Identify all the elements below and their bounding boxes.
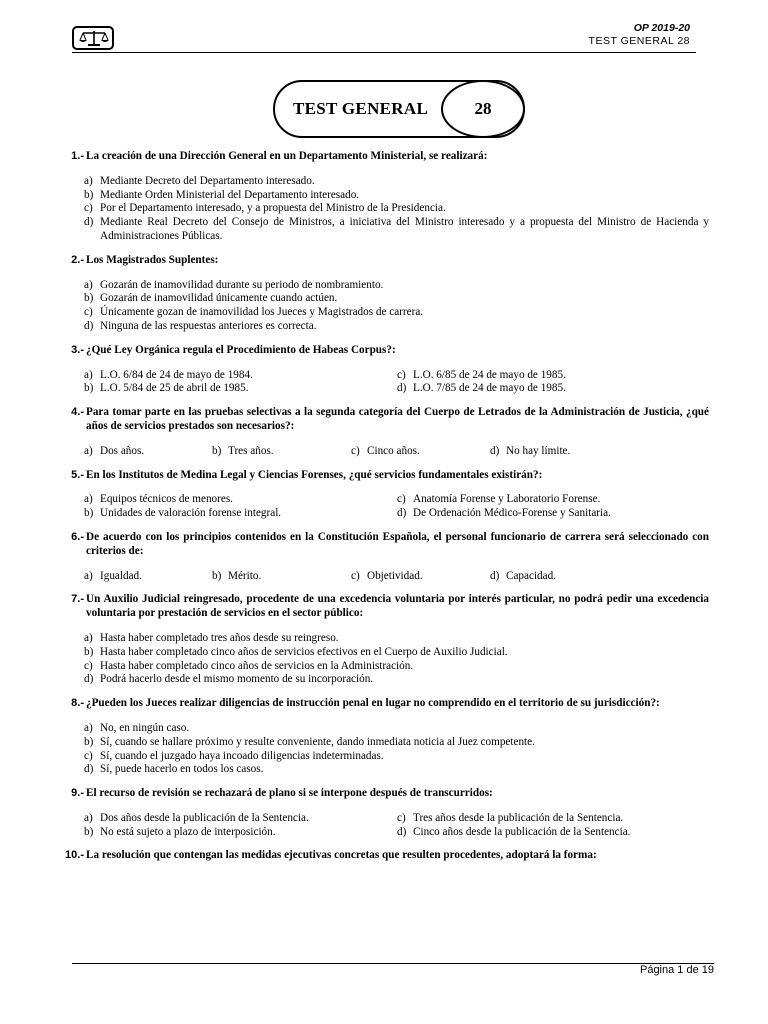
question-number: 2.- [71,253,84,266]
question-number: 5.- [71,468,84,481]
question-text: Los Magistrados Suplentes: [86,253,219,266]
question-text: Para tomar parte en las pruebas selectivas a la segunda categoría del Cuerpo de Letrados de la Administración de Justicia, ¿qué años de servicios prestados son necesarios?: [86,406,709,432]
option-a: a) Gozarán de inamovilidad durante su periodo de nombramiento. [84,278,384,291]
option-b: b) Mérito. [212,569,262,582]
option-b: b) Hasta haber completado cinco años de servicios efectivos en el Cuerpo de Auxilio Judicial. [84,645,508,658]
question-text: Un Auxilio Judicial reingresado, procedente de una excedencia voluntaria por interés particular, no podrá pedir una excedencia voluntaria por prestación de servicios en el sector público: [86,593,709,620]
option-a: a) No, en ningún caso. [84,721,190,734]
option-b: b) Sí, cuando se hallare próximo y resulte conveniente, dando inmediata noticia al Juez competente. [84,735,535,748]
question-text: La resolución que contengan las medidas ejecutivas concretas que resulten procedentes, adoptará la forma: [86,849,597,862]
header-test: TEST GENERAL 28 [588,35,690,47]
option-d: d) Cinco años desde la publicación de la Sentencia. [397,825,631,838]
option-c: c) Sí, cuando el juzgado haya incoado diligencias indeterminadas. [84,749,384,762]
page-number: Página 1 de 19 [639,964,714,976]
question-number: 8.- [71,697,84,710]
option-b: b) No está sujeto a plazo de interposición. [84,825,276,838]
option-c: c) Cinco años. [351,444,420,457]
option-d: d) Sí, puede hacerlo en todos los casos. [84,763,264,776]
footer-rule [72,963,714,964]
question-number: 10.- [65,849,84,862]
option-c: c) L.O. 6/85 de 24 de mayo de 1985. [397,368,566,381]
question-number: 6.- [71,530,84,543]
option-b: b) Gozarán de inamovilidad únicamente cuando actúen. [84,292,338,305]
option-c: c) Anatomía Forense y Laboratorio Forense. [397,493,601,506]
title-label: TEST GENERAL [293,99,429,118]
option-a: a) Igualdad. [84,569,142,582]
title-number: 28 [441,80,525,138]
question-text: El recurso de revisión se rechazará de plano si se interpone después de transcurridos: [86,787,493,800]
question-number: 3.- [71,343,84,356]
question-text: En los Institutos de Medina Legal y Ciencias Forenses, ¿qué servicios fundamentales existirán?: [86,468,543,481]
option-a: a) L.O. 6/84 de 24 de mayo de 1984. [84,368,253,381]
question-10 [62,849,709,863]
option-d: d) De Ordenación Médico-Forense y Sanitaria. [397,507,611,520]
question-3 [62,344,709,396]
option-d: d) Capacidad. [490,569,557,582]
document-header [589,22,690,48]
option-d: d) No hay límite. [490,444,571,457]
question-text: ¿Pueden los Jueces realizar diligencias de instrucción penal en lugar no comprendido en el territorio de su jurisdicción?: [86,697,660,710]
scales-of-justice-icon [72,26,114,50]
question-9 [62,787,709,839]
question-list [62,150,709,873]
option-a: a) Dos años. [84,444,145,457]
option-d: d) Mediante Real Decreto del Consejo de Ministros, a iniciativa del Ministro interesado y a propuesta del Ministro de Hacienda y Administraciones Públicas. [84,216,709,242]
option-c: c) Objetividad. [351,569,423,582]
question-1 [62,150,709,244]
option-b: b) Unidades de valoración forense integral. [84,507,282,520]
question-number: 9.- [71,787,84,800]
question-text: De acuerdo con los principios contenidos en la Constitución Española, el personal funcionario de carrera será seleccionado con criterios de: [86,530,709,557]
header-rule [72,52,696,53]
question-text: La creación de una Dirección General en un Departamento Ministerial, se realizará: [86,150,488,162]
option-b: b) L.O. 5/84 de 25 de abril de 1985. [84,382,249,395]
question-8 [62,697,709,777]
question-4 [62,406,709,458]
option-a: a) Hasta haber completado tres años desde su reingreso. [84,631,339,644]
option-c: c) Tres años desde la publicación de la Sentencia. [397,811,624,824]
question-2 [62,254,709,334]
option-d: d) Ninguna de las respuestas anteriores es correcta. [84,319,317,332]
option-b: b) Mediante Orden Ministerial del Departamento interesado. [84,188,360,201]
option-c: c) Por el Departamento interesado, y a propuesta del Ministro de la Presidencia. [84,202,446,215]
option-c: c) Únicamente gozan de inamovilidad los Jueces y Magistrados de carrera. [84,306,424,319]
question-5 [62,469,709,521]
header-op: OP 2019-20 [633,22,690,34]
option-a: a) Dos años desde la publicación de la Sentencia. [84,811,309,824]
option-d: d) L.O. 7/85 de 24 de mayo de 1985. [397,382,566,395]
option-c: c) Hasta haber completado cinco años de servicios en la Administración. [84,659,414,672]
title-badge [273,80,525,138]
question-number: 1.- [71,150,84,162]
option-a: a) Mediante Decreto del Departamento interesado. [84,174,315,187]
option-d: d) Podrá hacerlo desde el mismo momento de su incorporación. [84,673,374,686]
question-number: 4.- [71,406,84,419]
option-b: b) Tres años. [212,444,274,457]
question-text: ¿Qué Ley Orgánica regula el Procedimiento de Habeas Corpus?: [86,343,396,356]
question-7 [62,593,709,687]
question-6 [62,531,709,583]
question-number: 7.- [71,593,84,606]
option-a: a) Equipos técnicos de menores. [84,493,233,506]
